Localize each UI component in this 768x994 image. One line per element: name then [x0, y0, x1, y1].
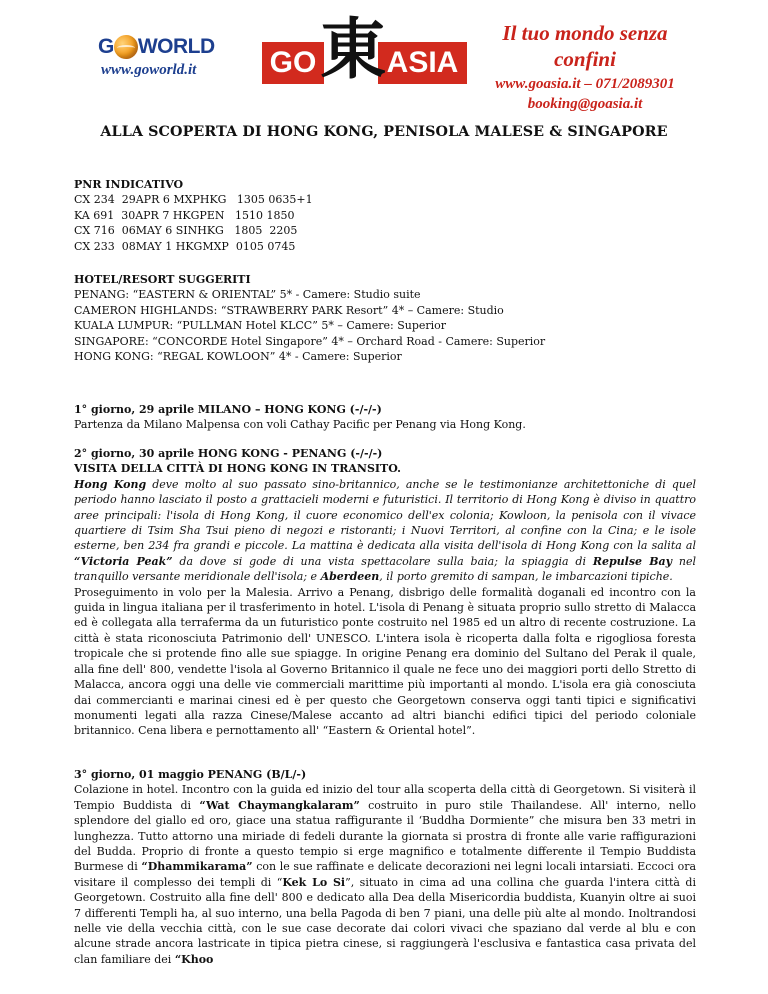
day2-subheading: VISITA DELLA CITTÀ DI HONG KONG IN TRANSITO. [74, 462, 401, 476]
page-title: ALLA SCOPERTA DI HONG KONG, PENISOLA MALESE & SINGAPORE [100, 124, 668, 140]
globe-icon [114, 35, 138, 59]
day3-paragraph: Colazione in hotel. Incontro con la guida ed inizio del tour alla scoperta della città di Georgetown. Si visiterà il Tempio Buddista di “Wat Chaymangkalaram” costruito in puro stile Thailandese. All' interno, nello splendore del giallo ed oro, giace una statua raffigurante il ‘Buddha Dormiente” che misura ben 33 metri in lunghezza. Tutto attorno una miriade di fedeli durante la giornata si prostra di fronte alle varie raffigurazioni del Budda. Proprio di fronte a questo tempio si erge magnifico e totalmente differente il Tempio Buddista Burmese di “Dhammikarama” con le sue raffinate e delicate decorazioni nei legni locali intarsiati. Eccoci ora visitare il complesso dei templi di “Kek Lo Si”, situato in cima ad una collina che guarda l'intera città di Georgetown. Costruito alla fine dell' 800 e dedicato alla Dea della Misericordia buddista, Kuanyin oltre ai suoi 7 differenti Templi ha, al suo interno, una bella Pagoda di ben 7 piani, una delle più alte al mondo. Inoltrandosi nelle vie della vecchia città, con le sue case decorate dai colori vivaci che spaziano dal verde al blu e con alcune strade ancora lastricate in tipica pietra cinese, si raggiungerà l'esclusiva e fantastica casa privata del clan familiare dei “Khoo [74, 783, 697, 966]
goasia-calligraphy: 東 [320, 10, 386, 88]
day3-heading: 3° giorno, 01 maggio PENANG (B/L/-) [74, 768, 307, 781]
goworld-logo[interactable] [98, 34, 230, 79]
day2-section [74, 446, 696, 739]
hotel-row: PENANG: “EASTERN & ORIENTAL” 5* - Camere: Studio suite [74, 288, 421, 302]
day1-heading: 1° giorno, 29 aprile MILANO – HONG KONG (-/-/-) [74, 403, 382, 416]
pnr-row: CX 716 06MAY 6 SINHKG 1805 2205 [74, 224, 298, 238]
goworld-url[interactable]: www.goworld.it [101, 62, 197, 78]
email[interactable]: booking@goasia.it [527, 96, 643, 112]
pnr-row: CX 234 29APR 6 MXPHKG 1305 0635+1 [74, 193, 313, 207]
day2-penang-paragraph: Proseguimento in volo per la Malesia. Arrivo a Penang, disbrigo delle formalità doganali ed incontro con la guida in lingua italiana per il trasferimento in hotel. L'isola di Penang è situata proprio sullo stretto di Malacca ed è collegata alla terraferma da un futuristico ponte costruito nel 1985 ed un altro di recente costruzione. La città è stata riconosciuta Patrimonio dell' UNESCO. L'intera isola è ricoperta dalla folta e rigogliosa foresta tropicale che si protende fino alle sue spiagge. In origine Penang era dominio del Sultano del Perak il quale, alla fine dell' 800, vendette l'isola al Governo Britannico il quale ne fece uno dei maggiori porti dello Stretto di Malacca, ancora oggi una delle vie commerciali marittime più importanti al mondo. L'isola era già conosciuta dai commercianti e marinai cinesi ed è per questo che Georgetown conserva oggi tanti tipici e significativi monumenti legati alla razza Cinese/Malese accanto ad altri bianchi edifici tipici del periodo coloniale britannico. Cena libera e pernottamento all' “Eastern & Oriental hotel”. [74, 585, 696, 738]
hotels-section [74, 272, 696, 364]
pnr-row: CX 233 08MAY 1 HKGMXP 0105 0745 [74, 239, 296, 253]
pnr-row: KA 691 30APR 7 HKGPEN 1510 1850 [74, 208, 295, 222]
goasia-go: GO [262, 42, 324, 84]
goasia-asia: ASIA [378, 42, 467, 84]
day3-section [74, 767, 696, 967]
hotel-row: KUALA LUMPUR: “PULLMAN Hotel KLCC” 5* – Camere: Superior [74, 319, 447, 333]
goworld-wordmark: G WORLD [98, 35, 215, 58]
hotels-heading: HOTEL/RESORT SUGGERITI [74, 273, 251, 286]
hotel-row: CAMERON HIGHLANDS: “STRAWBERRY PARK Resort” 4* – Camere: Studio [74, 303, 504, 317]
tagline: Il tuo mondo senza confini [502, 21, 668, 71]
header-contact [470, 20, 700, 114]
day1-section [74, 402, 696, 433]
hotel-row: SINGAPORE: “CONCORDE Hotel Singapore” 4* – Orchard Road - Camere: Superior [74, 334, 546, 348]
day2-heading: 2° giorno, 30 aprile HONG KONG - PENANG (-/-/-) [74, 447, 383, 460]
day2-hongkong-paragraph: Hong Kong deve molto al suo passato sino-britannico, anche se le testimonianze architettoniche di quel periodo hanno lasciato il posto a grattacieli moderni e futuristici. Il territorio di Hong Kong è diviso in quattro aree principali: l'isola di Hong Kong, il cuore economico dell'ex colonia; Kowloon, la penisola con il vivace quartiere di Tsim Sha Tsui pieno di negozi e ristoranti; i Nuovi Territori, al confine con la Cina; e le isole esterne, ben 234 fra grandi e piccole. La mattina è dedicata alla visita dell'isola di Hong Kong con la salita al “Victoria Peak” da dove si gode di una vista spettacolare sulla baia; la spiaggia di Repulse Bay nel tranquillo versante meridionale dell'isola; e Aberdeen, il porto gremito di sampan, le imbarcazioni tipiche. [74, 477, 696, 584]
hotel-row: HONG KONG: “REGAL KOWLOON” 4* - Camere: Superior [74, 350, 402, 364]
day1-text: Partenza da Milano Malpensa con voli Cathay Pacific per Penang via Hong Kong. [74, 418, 526, 432]
pnr-heading: PNR INDICATIVO [74, 178, 184, 191]
pnr-section [74, 177, 696, 254]
goasia-logo [262, 10, 467, 88]
contact-line[interactable]: www.goasia.it – 071/2089301 [495, 76, 675, 92]
